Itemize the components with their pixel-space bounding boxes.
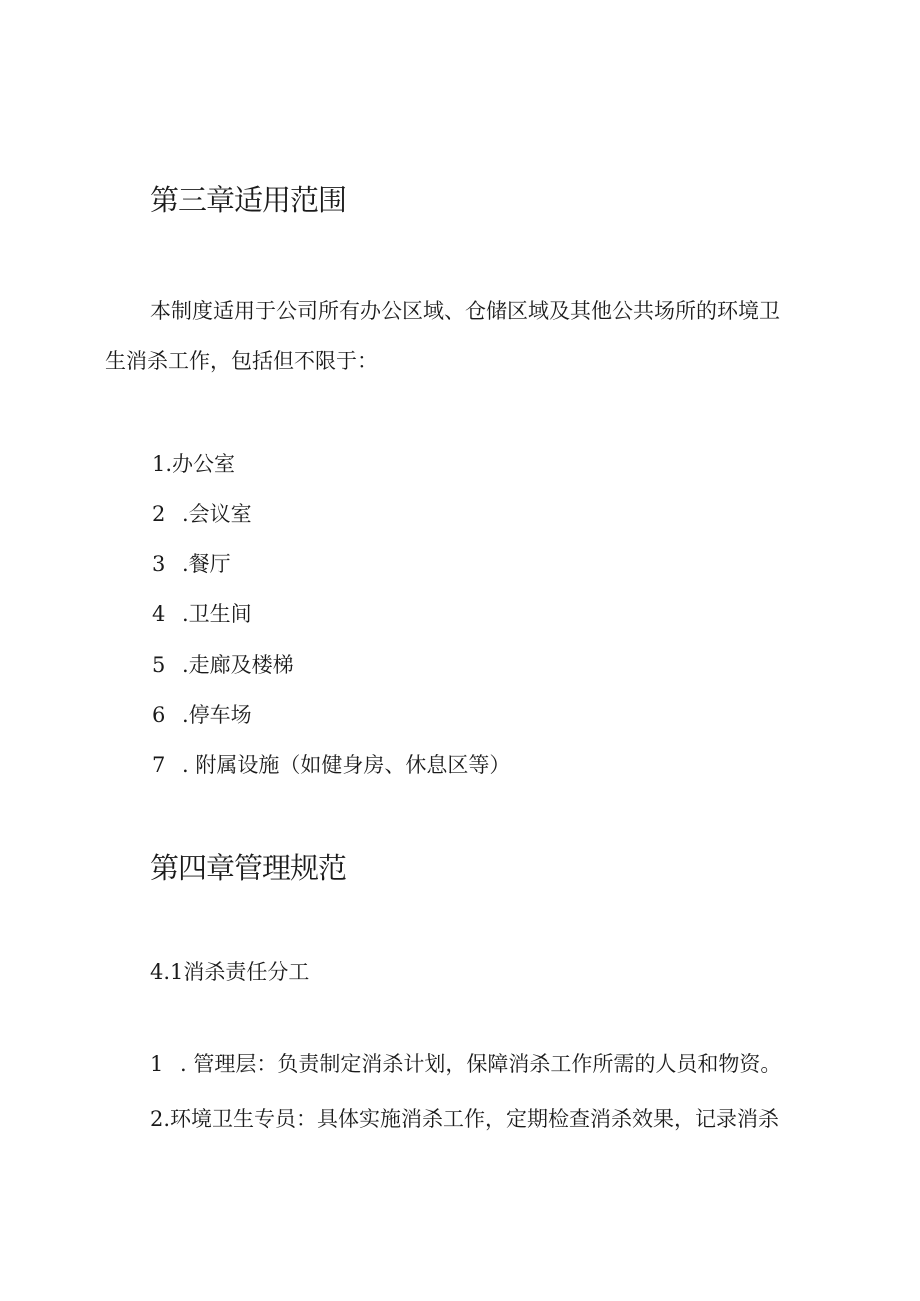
section-4-1-title: 4.1消杀责任分工 [150, 960, 310, 984]
list-item-text: . 管理层：负责制定消杀计划，保障消杀工作所需的人员和物资。 [180, 1052, 782, 1076]
chapter4-title: 第四章管理规范 [150, 851, 347, 885]
list-item [152, 498, 252, 528]
list-item-number: 2 [152, 502, 166, 526]
list-item-text: .餐厅 [182, 552, 231, 576]
list-item [152, 548, 231, 578]
list-item-text: 办公室 [172, 452, 236, 476]
list-item [150, 1103, 779, 1133]
chapter3-title: 第三章适用范围 [150, 183, 347, 217]
list-item-text: 环境卫生专员：具体实施消杀工作，定期检查消杀效果，记录消杀 [170, 1107, 780, 1131]
list-item-text: .停车场 [182, 703, 252, 727]
chapter3-paragraph-line1: 本制度适用于公司所有办公区域、仓储区域及其他公共场所的环境卫 [150, 299, 780, 323]
list-item [150, 1048, 781, 1078]
list-item-number: 6 [152, 703, 166, 727]
list-item-number: 5 [152, 653, 166, 677]
list-item-number: 2. [150, 1107, 171, 1131]
list-item-text: .卫生间 [182, 602, 252, 626]
list-item [152, 649, 294, 679]
list-item-number: 1. [152, 452, 173, 476]
list-item [152, 749, 510, 779]
list-item-number: 1 [150, 1052, 164, 1076]
chapter3-paragraph-line2: 生消杀工作，包括但不限于： [105, 349, 378, 373]
list-item [152, 598, 252, 628]
list-item-text: .会议室 [182, 502, 252, 526]
list-item-text: .走廊及楼梯 [182, 653, 294, 677]
list-item [152, 699, 252, 729]
list-item-text: . 附属设施（如健身房、休息区等） [182, 753, 511, 777]
list-item-number: 4 [152, 602, 166, 626]
list-item [152, 448, 235, 478]
list-item-number: 3 [152, 552, 166, 576]
list-item-number: 7 [152, 753, 166, 777]
